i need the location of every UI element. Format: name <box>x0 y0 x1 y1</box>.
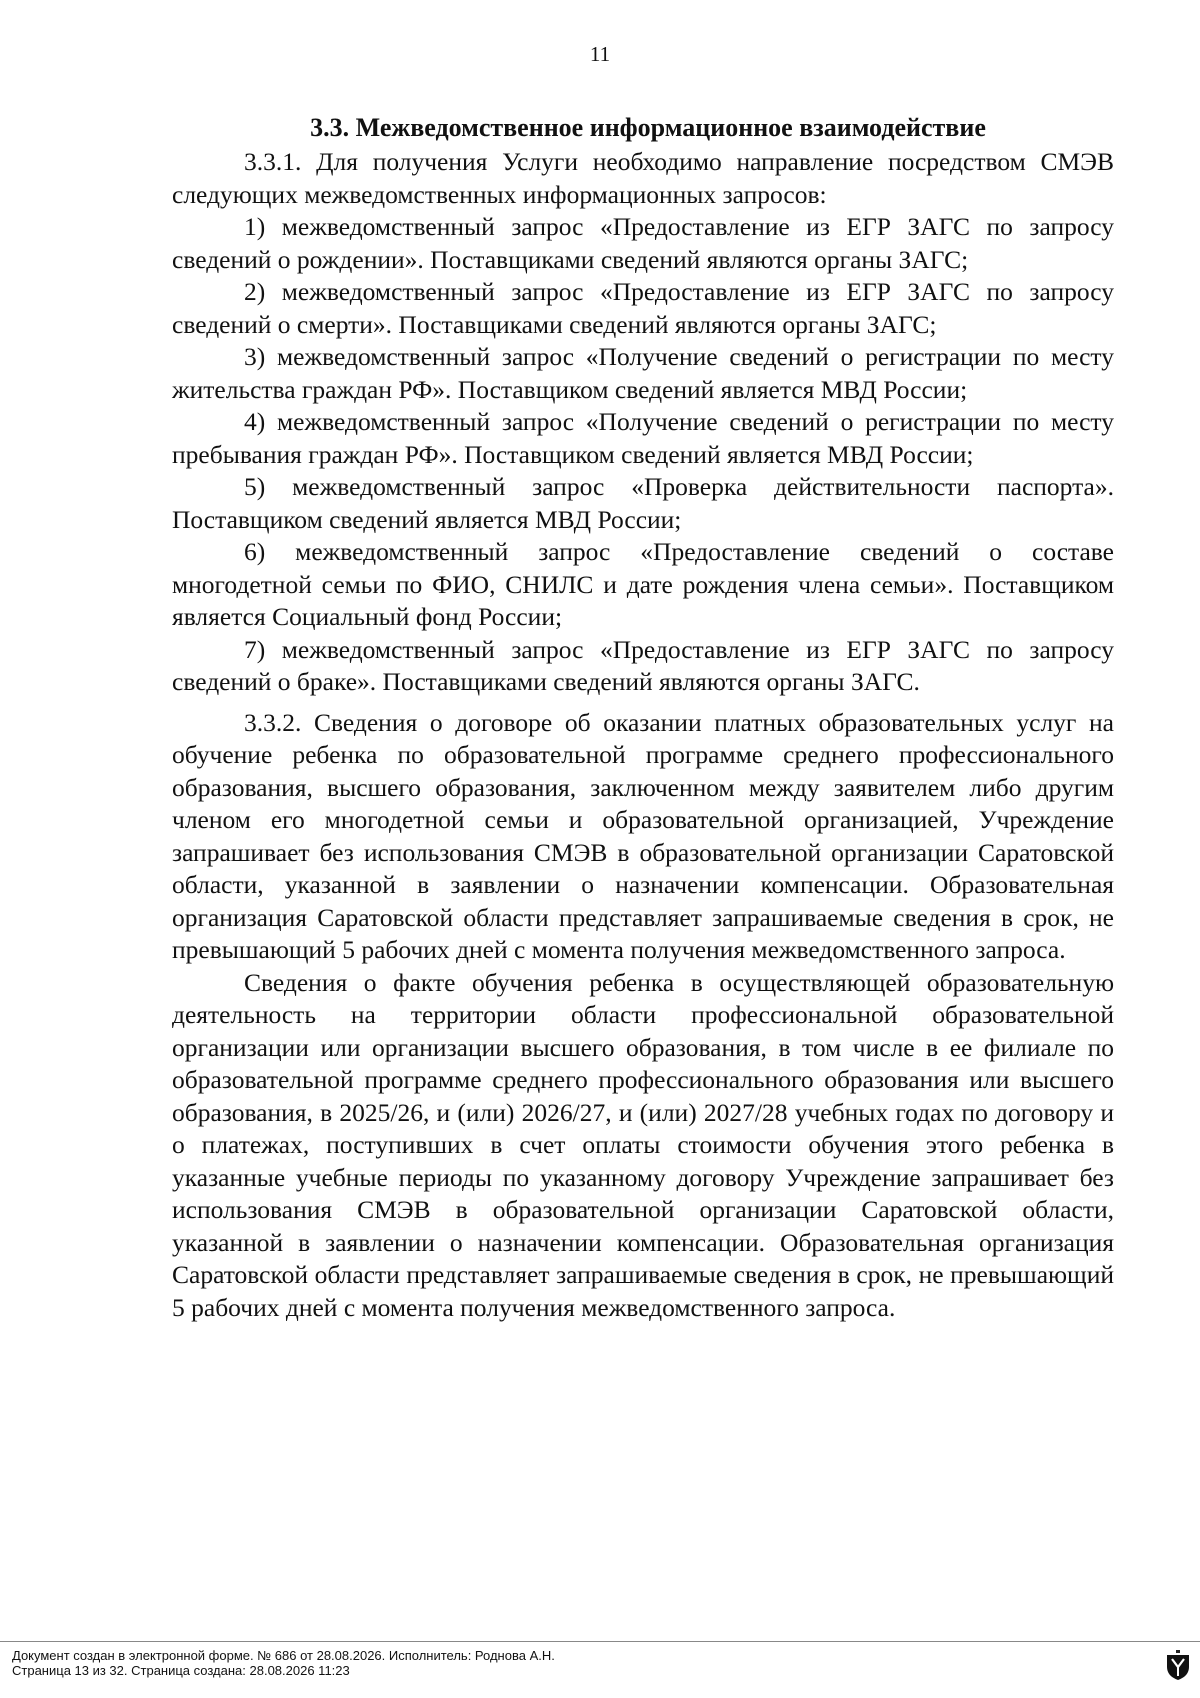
coat-of-arms-icon <box>1165 1650 1191 1680</box>
paragraph-3-3-1: 3.3.1. Для получения Услуги необходимо направление посредством СМЭВ следующих межведомственных информационных запросов: <box>172 147 1114 209</box>
list-item-5: 5) межведомственный запрос «Проверка действительности паспорта». Поставщиком сведений является МВД России; <box>172 472 1114 534</box>
paragraph-3-3-2: 3.3.2. Сведения о договоре об оказании платных образовательных услуг на обучение ребенка по образовательной программе среднего профессионального образования, высшего образования, заключенном между заявителем либо другим членом его многодетной семьи и образовательной организацией, Учреждение запрашивает без использования СМЭВ в образовательной организации Саратовской области, указанной в заявлении о назначении компенсации. Образовательная организация Саратовской области представляет запрашиваемые сведения в срок, не превышающий 5 рабочих дней с момента получения межведомственного запроса. <box>172 707 1114 964</box>
list-item-7: 7) межведомственный запрос «Предоставление из ЕГР ЗАГС по запросу сведений о браке». Поставщиками сведений являются органы ЗАГС. <box>172 634 1114 696</box>
list-item-6: 6) межведомственный запрос «Предоставление сведений о составе многодетной семьи по ФИО, СНИЛС и дате рождения члена семьи». Поставщиком является Социальный фонд России; <box>172 537 1114 631</box>
document-footer <box>12 1648 555 1678</box>
footer-divider <box>0 1641 1200 1642</box>
section-title: 3.3. Межведомственное информационное взаимодействие <box>310 113 986 142</box>
list-item-3: 3) межведомственный запрос «Получение сведений о регистрации по месту жительства граждан РФ». Поставщиком сведений является МВД России; <box>172 342 1114 404</box>
list-item-1: 1) межведомственный запрос «Предоставление из ЕГР ЗАГС по запросу сведений о рождении». Поставщиками сведений являются органы ЗАГС; <box>172 212 1114 274</box>
paragraph-training-info: Сведения о факте обучения ребенка в осуществляющей образовательную деятельность на территории области профессиональной образовательной организации или организации высшего образования, в том числе в ее филиале по образовательной программе среднего профессионального образования или высшего образования, в 2025/26, и (или) 2026/27, и (или) 2027/28 учебных годах по договору и о платежах, поступивших в счет оплаты стоимости обучения этого ребенка в указанные учебные периоды по указанному договору Учреждение запрашивает без использования СМЭВ в образовательной организации Саратовской области, указанной в заявлении о назначении компенсации. Образовательная организация Саратовской области представляет запрашиваемые сведения в срок, не превышающий 5 рабочих дней с момента получения межведомственного запроса. <box>172 967 1114 1322</box>
page-number: 11 <box>589 42 611 66</box>
document-body <box>172 112 1114 1324</box>
list-item-4: 4) межведомственный запрос «Получение сведений о регистрации по месту пребывания граждан РФ». Поставщиком сведений является МВД России; <box>172 407 1114 469</box>
footer-line-1: Документ создан в электронной форме. № 686 от 28.08.2026. Исполнитель: Роднова А.Н. <box>12 1648 555 1663</box>
footer-line-2: Страница 13 из 32. Страница создана: 28.08.2026 11:23 <box>12 1663 350 1678</box>
list-item-2: 2) межведомственный запрос «Предоставление из ЕГР ЗАГС по запросу сведений о смерти». Поставщиками сведений являются органы ЗАГС; <box>172 277 1114 339</box>
